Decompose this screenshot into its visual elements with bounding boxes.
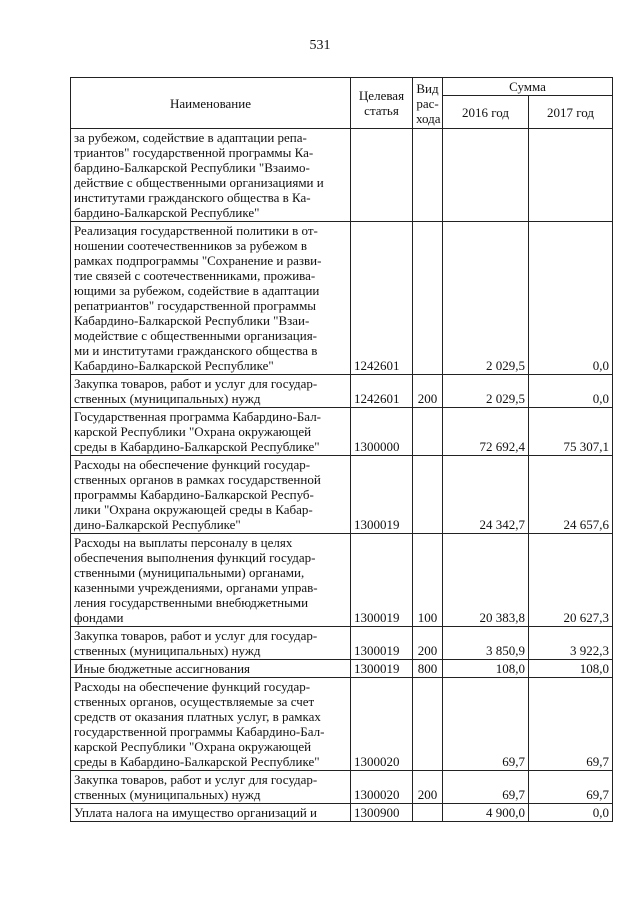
row-target-code: 1300020	[351, 771, 413, 804]
row-name: за рубежом, содействие в адаптации репа- триантов" государственной программы Ка- бардино-Балкарской Республики "Взаимо- действие с общественными организациями и институтами гражданского общества в Ка- бардино-Балкарской Республике"	[71, 129, 351, 222]
row-name: Иные бюджетные ассигнования	[71, 660, 351, 678]
row-target-code: 1300000	[351, 408, 413, 456]
row-sum-2017: 69,7	[529, 678, 613, 771]
row-sum-2016: 20 383,8	[443, 534, 529, 627]
row-name: Реализация государственной политики в от- ношении соотечественников за рубежом в рамках подпрограммы "Сохранение и разви- тие связей с соотечественниками, прожива- ющими за рубежом, содействие в адаптации репатриантов" государственной программы Кабардино-Балкарской Республики "Взаи- модействие с общественными организация- ми и институтами гражданского общества в Кабардино-Балкарской Республике"	[71, 222, 351, 375]
row-expense-type: 800	[413, 660, 443, 678]
row-target-code: 1300019	[351, 456, 413, 534]
row-expense-type	[413, 222, 443, 375]
row-sum-2016: 72 692,4	[443, 408, 529, 456]
header-year-2016: 2016 год	[443, 96, 529, 129]
table-row	[71, 375, 613, 408]
table-row	[71, 129, 613, 222]
row-sum-2017: 0,0	[529, 375, 613, 408]
table-row	[71, 222, 613, 375]
header-name: Наименование	[71, 78, 351, 129]
row-sum-2016	[443, 129, 529, 222]
row-sum-2017: 0,0	[529, 222, 613, 375]
header-sum: Сумма	[443, 78, 613, 96]
row-sum-2016: 2 029,5	[443, 375, 529, 408]
table-row	[71, 771, 613, 804]
row-name: Закупка товаров, работ и услуг для государ- ственных (муниципальных) нужд	[71, 771, 351, 804]
row-sum-2017: 69,7	[529, 771, 613, 804]
row-name: Расходы на обеспечение функций государ- ственных органов в рамках государственной программы Кабардино-Балкарской Респуб- лики "Охрана окружающей среды в Кабар- дино-Балкарской Республике"	[71, 456, 351, 534]
row-sum-2017: 20 627,3	[529, 534, 613, 627]
row-target-code: 1300019	[351, 660, 413, 678]
row-target-code: 1300900	[351, 804, 413, 822]
row-expense-type: 200	[413, 375, 443, 408]
row-sum-2017	[529, 129, 613, 222]
row-sum-2016: 24 342,7	[443, 456, 529, 534]
page-number: 531	[309, 38, 331, 53]
header-vid: Вид рас- хода	[413, 78, 443, 129]
row-name: Закупка товаров, работ и услуг для государ- ственных (муниципальных) нужд	[71, 375, 351, 408]
row-name: Уплата налога на имущество организаций и	[71, 804, 351, 822]
row-expense-type	[413, 678, 443, 771]
row-target-code: 1300019	[351, 534, 413, 627]
row-expense-type: 200	[413, 627, 443, 660]
row-expense-type	[413, 804, 443, 822]
table-row	[71, 678, 613, 771]
row-expense-type: 100	[413, 534, 443, 627]
row-sum-2017: 75 307,1	[529, 408, 613, 456]
row-expense-type	[413, 456, 443, 534]
row-target-code: 1242601	[351, 222, 413, 375]
row-sum-2016: 108,0	[443, 660, 529, 678]
row-name: Расходы на выплаты персоналу в целях обеспечения выполнения функций государ- ственными (муниципальными) органами, казенными учреждениями, органами управ- ления государственными внебюджетными фондами	[71, 534, 351, 627]
row-name: Закупка товаров, работ и услуг для государ- ственных (муниципальных) нужд	[71, 627, 351, 660]
row-sum-2017: 0,0	[529, 804, 613, 822]
row-expense-type: 200	[413, 771, 443, 804]
row-sum-2016: 4 900,0	[443, 804, 529, 822]
header-year-2017: 2017 год	[529, 96, 613, 129]
table-body	[71, 129, 613, 822]
row-target-code: 1300020	[351, 678, 413, 771]
row-target-code	[351, 129, 413, 222]
table-row	[71, 660, 613, 678]
row-name: Государственная программа Кабардино-Бал- карской Республики "Охрана окружающей среды в Кабардино-Балкарской Республике"	[71, 408, 351, 456]
row-name: Расходы на обеспечение функций государ- ственных органов, осуществляемые за счет средств от оказания платных услуг, в рамках государственной программы Кабардино-Бал- карской Республики "Охрана окружающей среды в Кабардино-Балкарской Республике"	[71, 678, 351, 771]
row-sum-2016: 69,7	[443, 771, 529, 804]
table-row	[71, 534, 613, 627]
row-sum-2016: 3 850,9	[443, 627, 529, 660]
row-sum-2017: 3 922,3	[529, 627, 613, 660]
table-row	[71, 408, 613, 456]
row-expense-type	[413, 408, 443, 456]
header-row	[71, 78, 613, 96]
table-row	[71, 627, 613, 660]
row-target-code: 1300019	[351, 627, 413, 660]
row-expense-type	[413, 129, 443, 222]
row-target-code: 1242601	[351, 375, 413, 408]
row-sum-2017: 24 657,6	[529, 456, 613, 534]
table-row	[71, 456, 613, 534]
header-target: Целевая статья	[351, 78, 413, 129]
row-sum-2017: 108,0	[529, 660, 613, 678]
row-sum-2016: 69,7	[443, 678, 529, 771]
budget-table	[70, 77, 613, 822]
row-sum-2016: 2 029,5	[443, 222, 529, 375]
table-row	[71, 804, 613, 822]
